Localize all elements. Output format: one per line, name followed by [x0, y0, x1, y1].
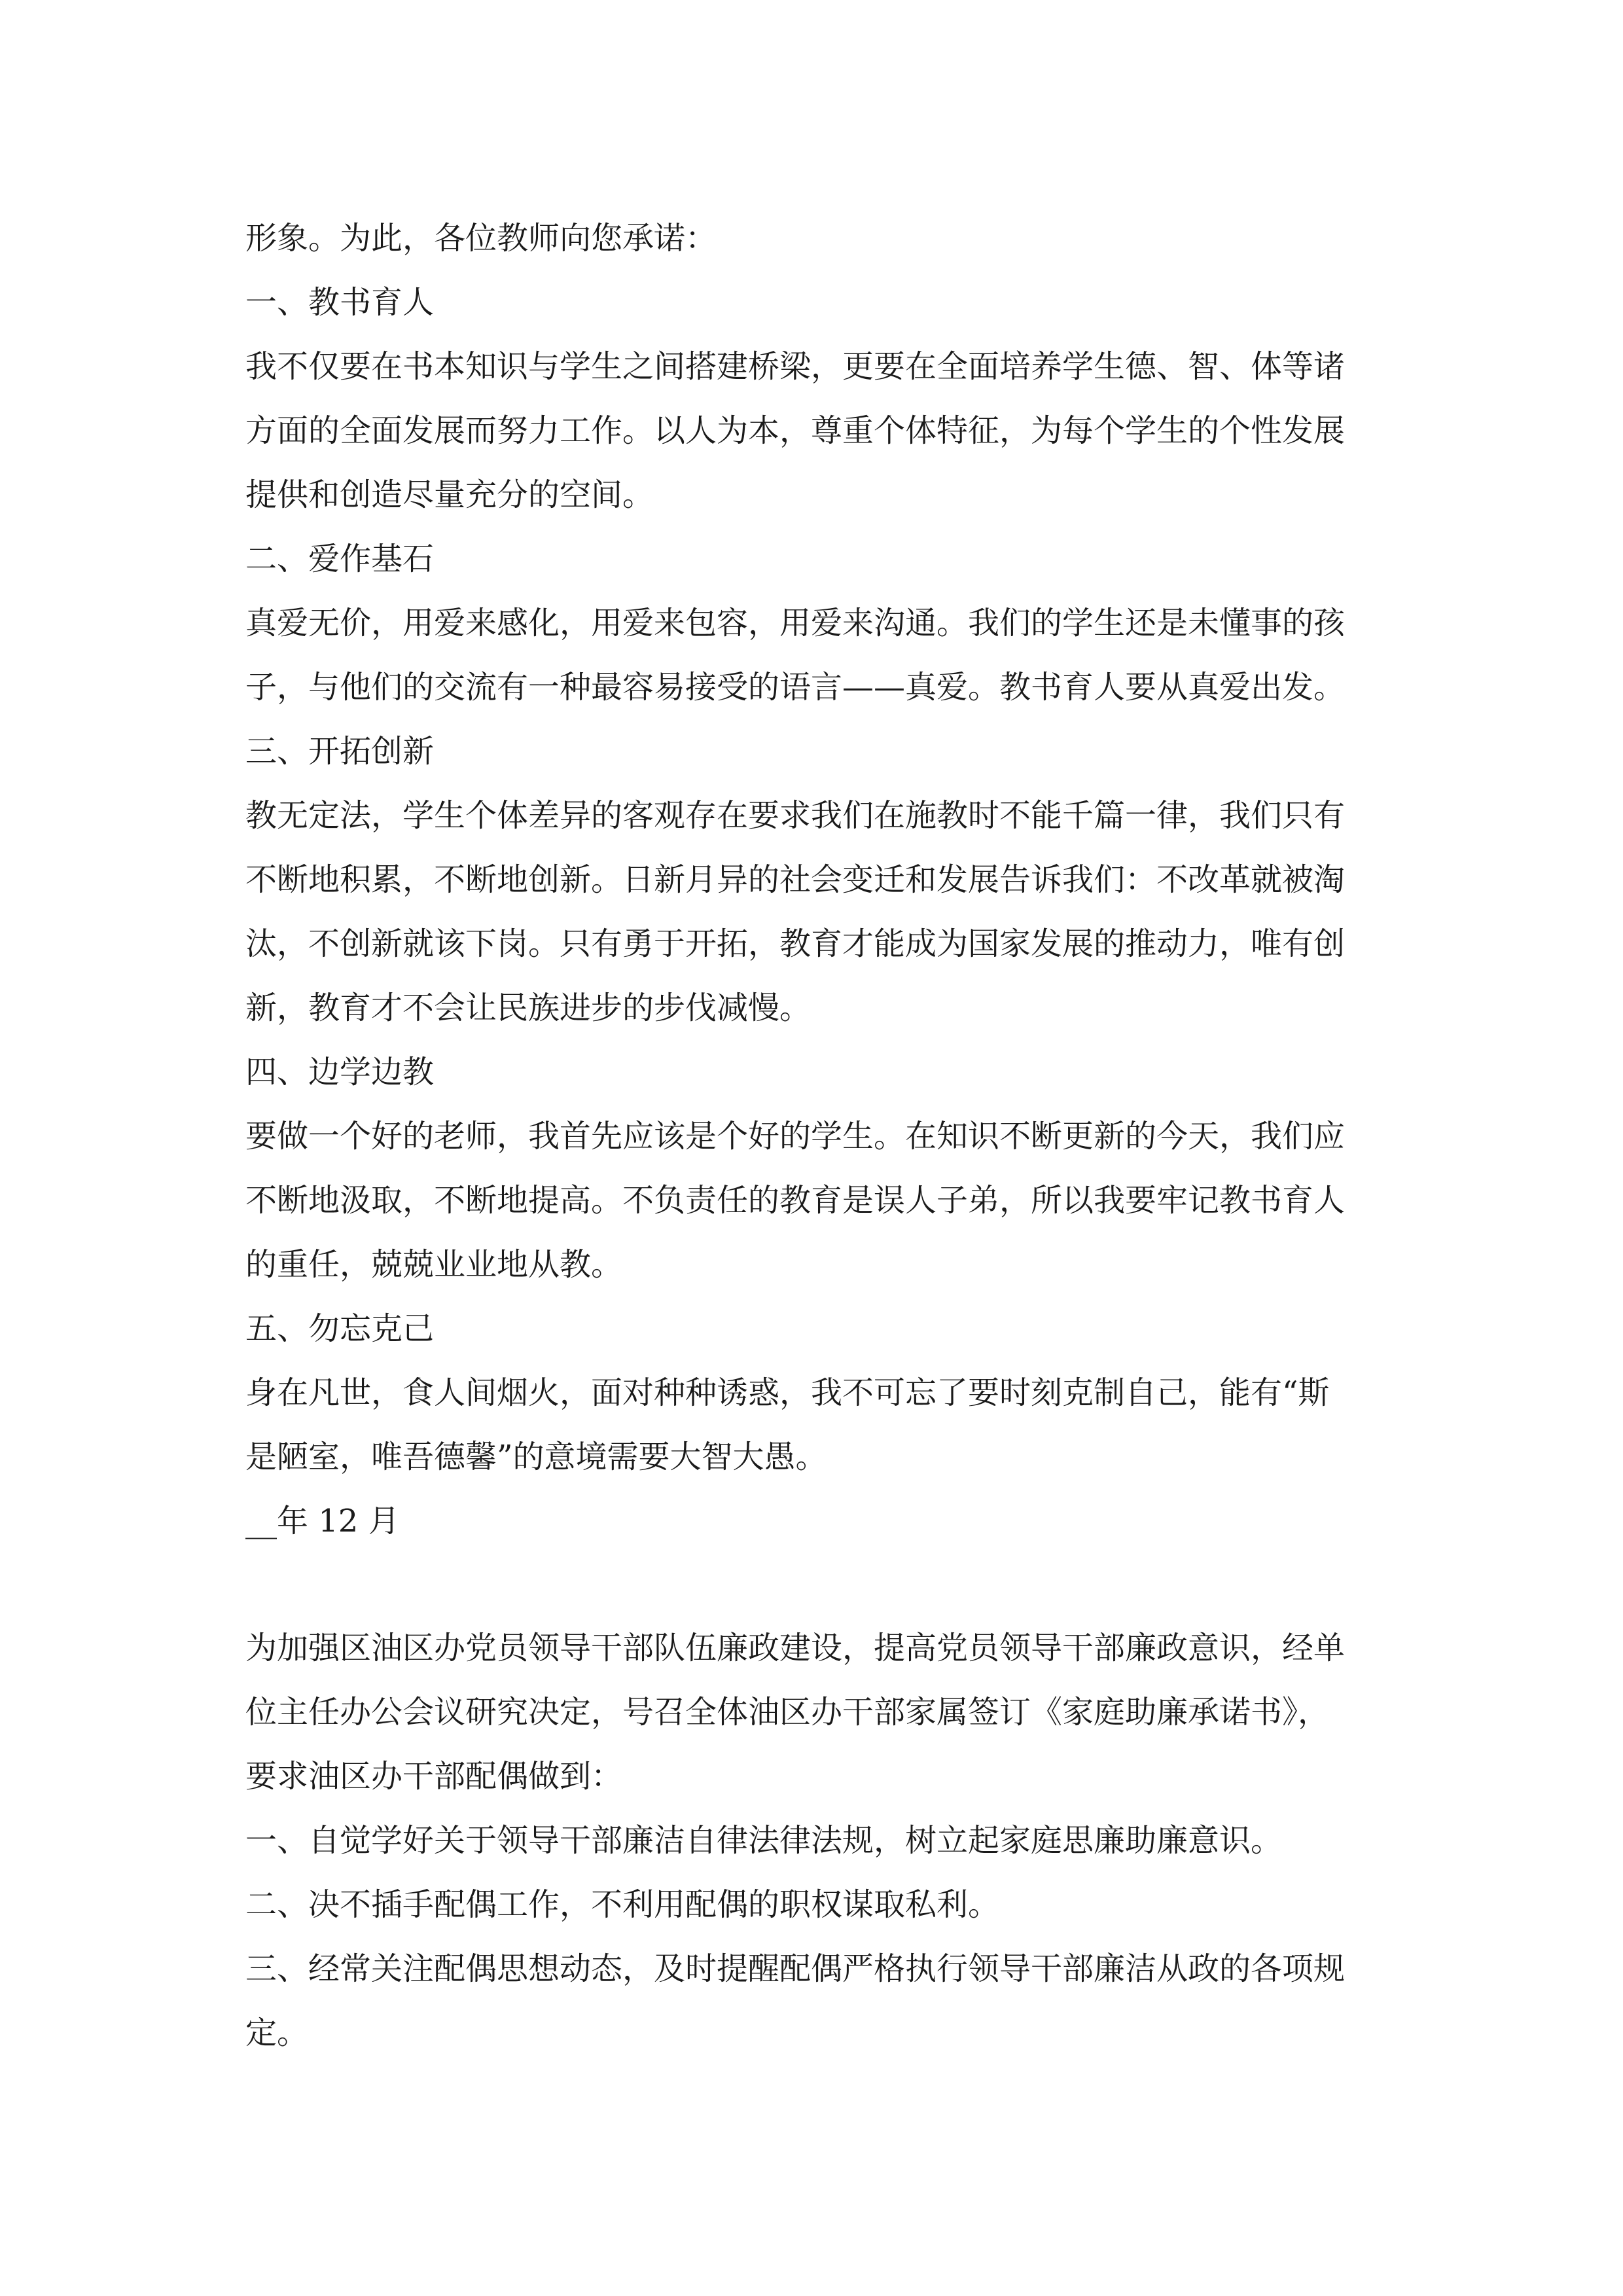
heading-love: 二、爱作基石 — [245, 541, 435, 577]
section-spacer — [245, 1553, 1397, 1616]
heading-teaching: 一、教书育人 — [245, 284, 435, 321]
paragraph-line: 子，与他们的交流有一种最容易接受的语言——真爱。教书育人要从真爱出发。 — [245, 669, 1346, 706]
document-body — [245, 206, 1397, 2065]
paragraph-line: 要做一个好的老师，我首先应该是个好的学生。在知识不断更新的今天，我们应 — [245, 1118, 1346, 1155]
paragraph-line: 新，教育才不会让民族进步的步伐减慢。 — [245, 990, 812, 1026]
paragraph-line: 为加强区油区办党员领导干部队伍廉政建设，提高党员领导干部廉政意识，经单 — [245, 1630, 1346, 1666]
paragraph-line: 是陋室，唯吾德馨”的意境需要大智大愚。 — [245, 1439, 827, 1475]
paragraph-line: 方面的全面发展而努力工作。以人为本，尊重个体特征，为每个学生的个性发展 — [245, 412, 1346, 449]
paragraph-line: 汰，不创新就该下岗。只有勇于开拓，教育才能成为国家发展的推动力，唯有创 — [245, 925, 1346, 962]
heading-learning: 四、边学边教 — [245, 1054, 435, 1090]
family-integrity-pledge-section — [245, 1616, 1397, 2065]
date-line: __年 12 月 — [245, 1503, 400, 1539]
paragraph-line: 真爱无价，用爱来感化，用爱来包容，用爱来沟通。我们的学生还是未懂事的孩 — [245, 605, 1346, 641]
heading-innovation: 三、开拓创新 — [245, 733, 435, 770]
paragraph-line: 的重任，兢兢业业地从教。 — [245, 1246, 623, 1283]
paragraph-line: 教无定法，学生个体差异的客观存在要求我们在施教时不能千篇一律，我们只有 — [245, 797, 1346, 834]
paragraph-line: 要求油区办干部配偶做到： — [245, 1758, 623, 1795]
pledge-item-1: 一、自觉学好关于领导干部廉洁自律法律法规，树立起家庭思廉助廉意识。 — [245, 1822, 1283, 1859]
teacher-pledge-section — [245, 206, 1397, 1553]
paragraph-line: 位主任办公会议研究决定，号召全体油区办干部家属签订《家庭助廉承诺书》， — [245, 1694, 1330, 1731]
heading-self-discipline: 五、勿忘克己 — [245, 1310, 435, 1347]
paragraph-line: 不断地汲取，不断地提高。不负责任的教育是误人子弟，所以我要牢记教书育人 — [245, 1182, 1346, 1219]
paragraph-line: 不断地积累，不断地创新。日新月异的社会变迁和发展告诉我们：不改革就被淘 — [245, 861, 1346, 898]
pledge-item-2: 二、决不插手配偶工作，不利用配偶的职权谋取私利。 — [245, 1886, 1000, 1923]
paragraph-line: 我不仅要在书本知识与学生之间搭建桥梁，更要在全面培养学生德、智、体等诸 — [245, 348, 1346, 385]
pledge-item-3: 三、经常关注配偶思想动态，及时提醒配偶严格执行领导干部廉洁从政的各项规 — [245, 1950, 1346, 1987]
paragraph-line: 身在凡世，食人间烟火，面对种种诱惑，我不可忘了要时刻克制自己，能有“斯 — [245, 1374, 1330, 1411]
pledge-item-3-continued: 定。 — [245, 2015, 309, 2051]
paragraph-line: 提供和创造尽量充分的空间。 — [245, 476, 654, 513]
pledge-intro-line: 形象。为此，各位教师向您承诺： — [245, 220, 717, 257]
